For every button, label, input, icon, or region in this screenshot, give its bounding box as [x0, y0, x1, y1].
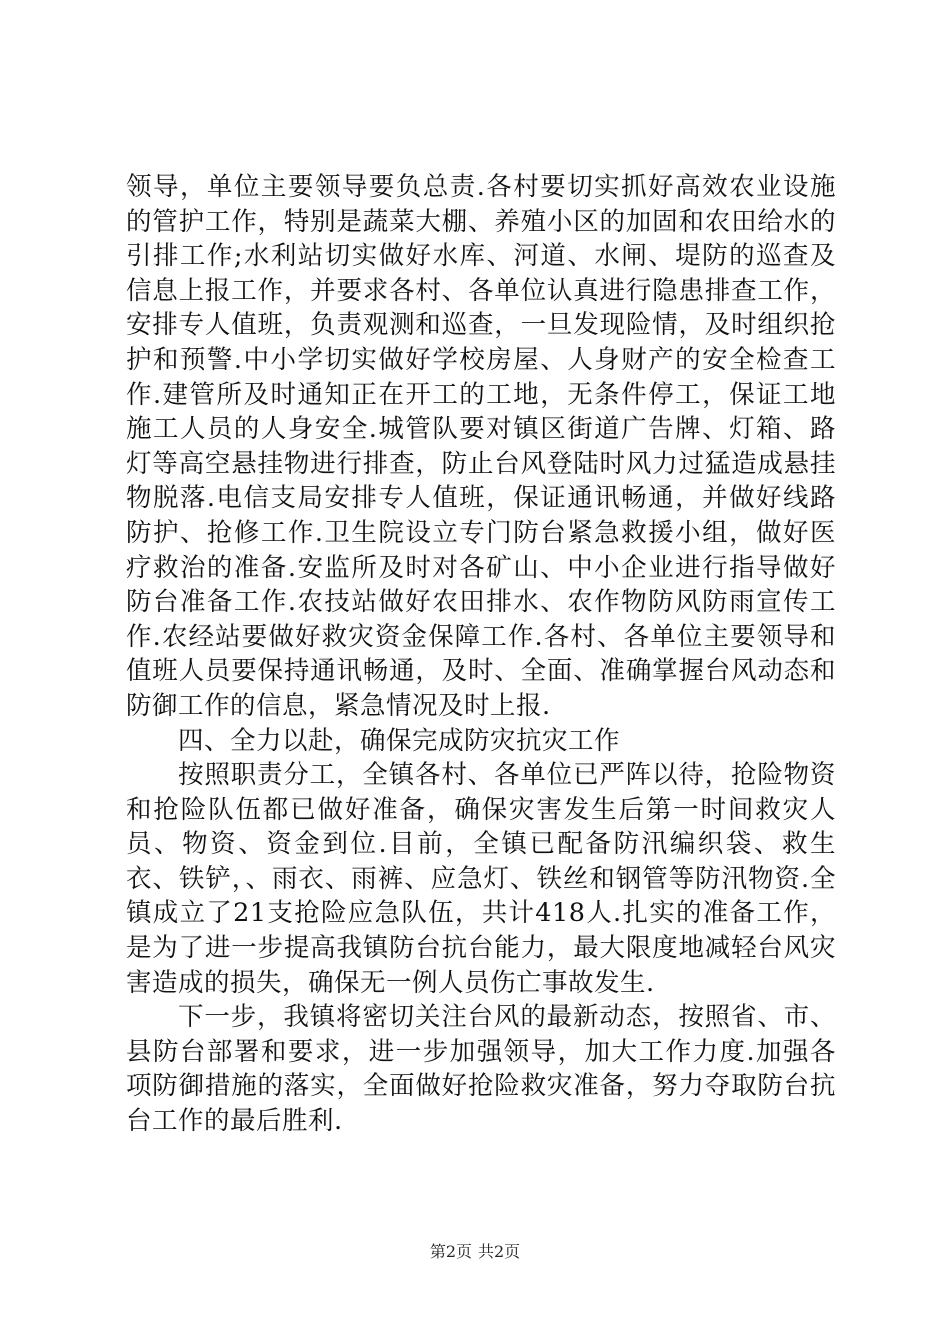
- page-footer: [0, 1242, 950, 1262]
- section-heading: 四、全力以赴，确保完成防灾抗灾工作: [178, 725, 621, 756]
- paragraph: 按照职责分工，全镇各村、各单位已严阵以待，抢险物资和抢险队伍都已做好准备，确保灾害发生后第一时间救灾人员、物资、资金到位.目前，全镇已配备防汛编织袋、救生衣、铁铲，、雨衣、雨裤、应急灯、铁丝和钢管等防汛物资.全镇成立了21支抢险应急队伍，共计418人.扎实的准备工作，是为了进一步提高我镇防台抗台能力，最大限度地减轻台风灾害造成的损失，确保无一例人员伤亡事故发生.: [126, 760, 836, 998]
- page-number: 第2页: [429, 1242, 472, 1261]
- paragraph: 下一步，我镇将密切关注台风的最新动态，按照省、市、县防台部署和要求，进一步加强领导，加大工作力度.加强各项防御措施的落实，全面做好抢险救灾准备，努力夺取防台抗台工作的最后胜利.: [126, 1002, 836, 1137]
- page-total: 共2页: [478, 1242, 521, 1261]
- paragraph-continued: 领导，单位主要领导要负总责.各村要切实抓好高效农业设施的管护工作，特别是蔬菜大棚、养殖小区的加固和农田给水的引排工作;水利站切实做好水库、河道、水闸、堤防的巡查及信息上报工作，并要求各村、各单位认真进行隐患排查工作，安排专人值班，负责观测和巡查，一旦发现险情，及时组织抢护和预警.中小学切实做好学校房屋、人身财产的安全检查工作.建管所及时通知正在开工的工地，无条件停工，保证工地施工人员的人身安全.城管队要对镇区街道广告牌、灯箱、路灯等高空悬挂物进行排查，防止台风登陆时风力过猛造成悬挂物脱落.电信支局安排专人值班，保证通讯畅通，并做好线路防护、抢修工作.卫生院设立专门防台紧急救援小组，做好医疗救治的准备.安监所及时对各矿山、中小企业进行指导做好防台准备工作.农技站做好农田排水、农作物防风防雨宣传工作.农经站要做好救灾资金保障工作.各村、各单位主要领导和值班人员要保持通讯畅通，及时、全面、准确掌握台风动态和防御工作的信息，紧急情况及时上报.: [126, 172, 836, 721]
- document-body: [126, 170, 836, 1139]
